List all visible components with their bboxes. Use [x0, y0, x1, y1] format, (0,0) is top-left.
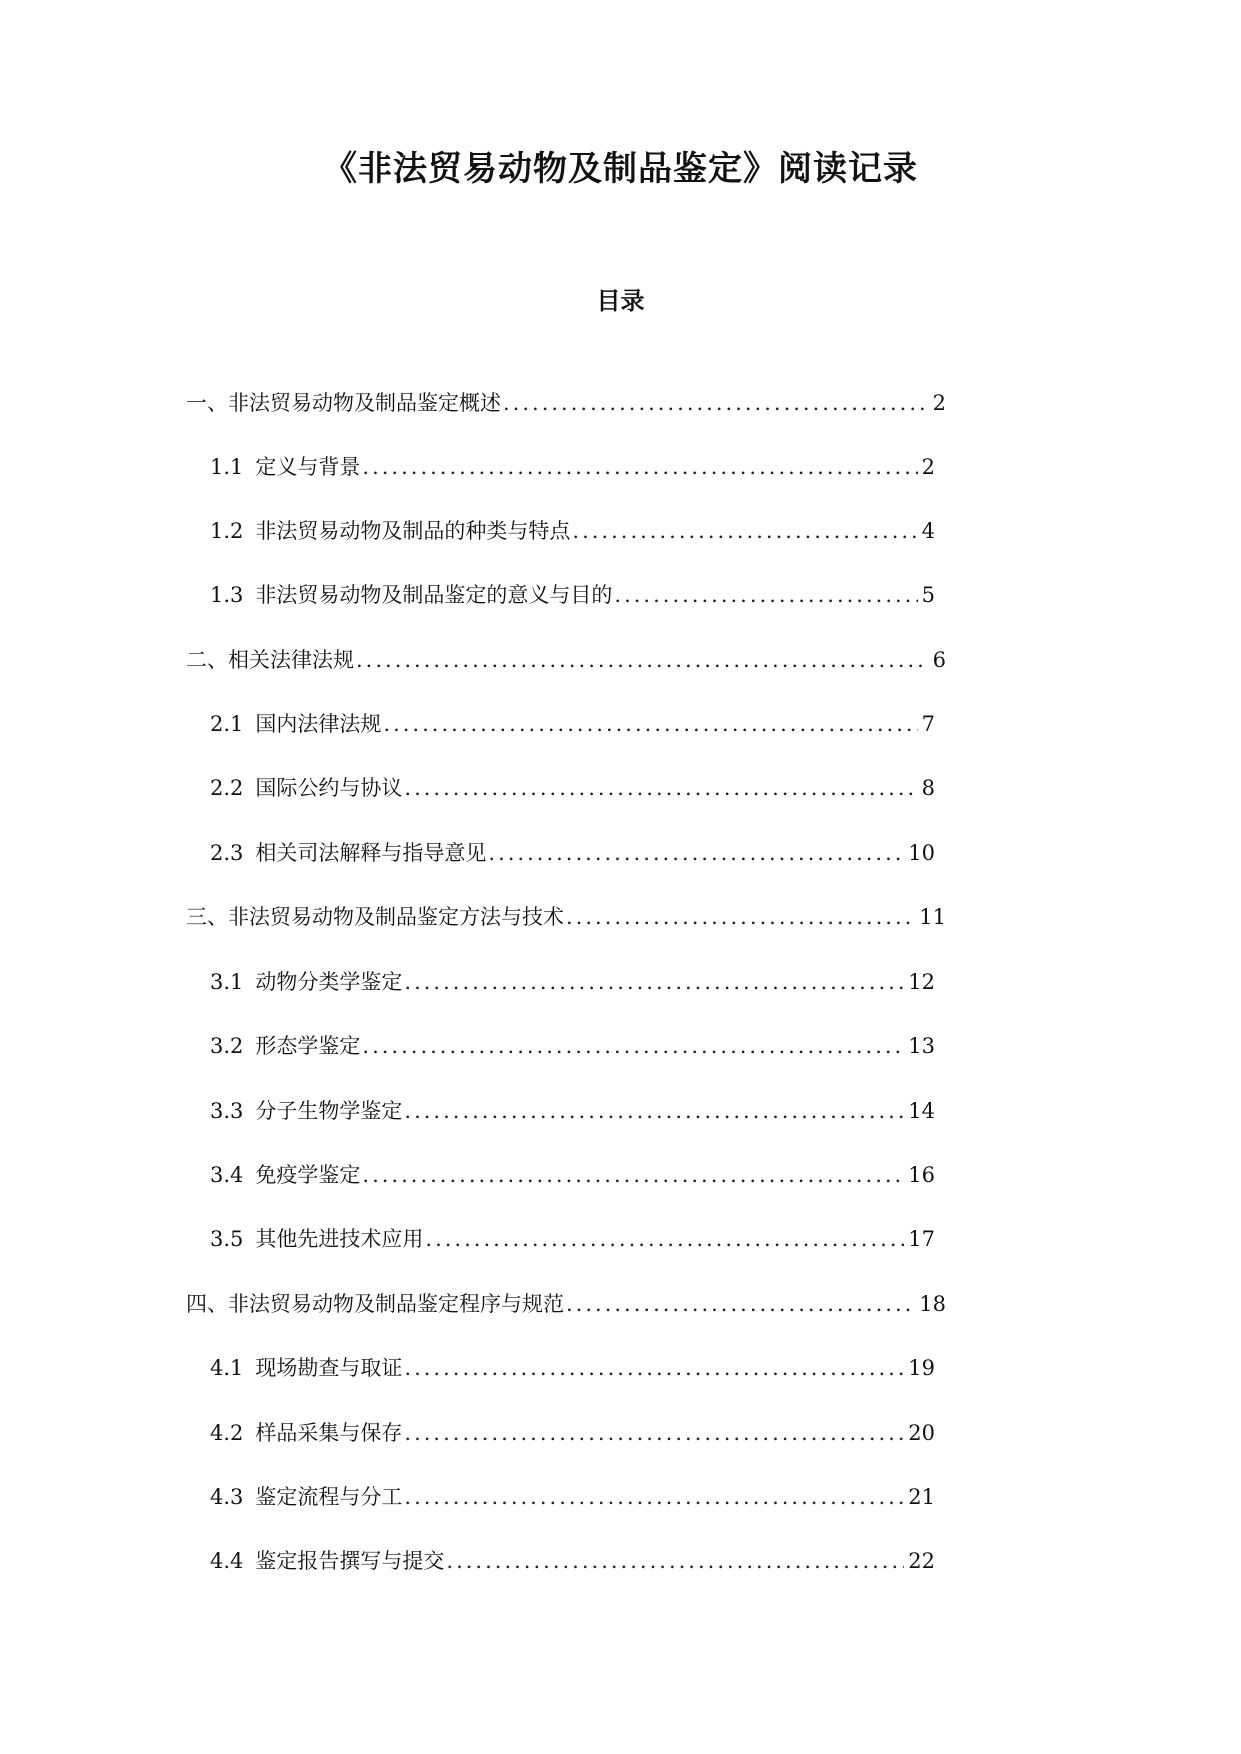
- toc-entry-number: 3.1: [210, 970, 244, 994]
- toc-entry-label: 定义与背景: [255, 455, 361, 479]
- toc-entry-number: 4.1: [210, 1356, 244, 1380]
- document-title: 《非法贸易动物及制品鉴定》阅读记录: [323, 149, 918, 189]
- toc-entry-label: 相关司法解释与指导意见: [255, 841, 487, 865]
- toc-entry-label: 鉴定报告撰写与提交: [255, 1549, 445, 1573]
- toc-entry[interactable]: [210, 1096, 935, 1126]
- toc-dot-leader: [404, 1353, 904, 1383]
- toc-entry-number: 2.2: [210, 776, 244, 800]
- toc-dot-leader: [446, 1546, 904, 1576]
- toc-entry-label: 非法贸易动物及制品鉴定的意义与目的: [255, 583, 613, 607]
- toc-dot-leader: [404, 1482, 904, 1512]
- toc-dot-leader: [566, 902, 915, 932]
- toc-entry-label: 国际公约与协议: [255, 776, 403, 800]
- toc-entry[interactable]: [210, 516, 935, 546]
- toc-entry-number: 4.4: [210, 1549, 244, 1573]
- toc-dot-leader: [572, 516, 917, 546]
- toc-entry-number: 3.2: [210, 1034, 244, 1058]
- toc-entry[interactable]: [210, 838, 935, 868]
- toc-entry-number: 四、: [186, 1292, 228, 1316]
- toc-entry-number: 2.3: [210, 841, 244, 865]
- toc-entry-label: 动物分类学鉴定: [255, 970, 403, 994]
- toc-dot-leader: [362, 1160, 904, 1190]
- toc-entry-page: 10: [908, 841, 935, 865]
- toc-entry-page: 19: [908, 1356, 935, 1380]
- toc-dot-leader: [488, 838, 904, 868]
- toc-entry-page: 21: [908, 1485, 935, 1509]
- toc-entry-page: 7: [921, 712, 935, 736]
- toc-entry-page: 6: [932, 648, 946, 672]
- toc-entry-number: 二、: [186, 648, 228, 672]
- toc-entry-page: 11: [919, 905, 946, 929]
- toc-entry-label: 鉴定流程与分工: [255, 1485, 403, 1509]
- toc-dot-leader: [404, 1096, 904, 1126]
- toc-entry[interactable]: [210, 452, 935, 482]
- toc-entry-page: 14: [908, 1099, 935, 1123]
- toc-entry-label: 非法贸易动物及制品鉴定概述: [228, 391, 501, 415]
- toc-entry-label: 非法贸易动物及制品鉴定方法与技术: [228, 905, 564, 929]
- toc-entry-number: 1.1: [210, 455, 244, 479]
- toc-dot-leader: [404, 773, 917, 803]
- toc-entry[interactable]: [186, 645, 946, 675]
- toc-entry-page: 12: [908, 970, 935, 994]
- toc-entry[interactable]: [210, 1224, 935, 1254]
- toc-entry-label: 非法贸易动物及制品的种类与特点: [255, 519, 571, 543]
- toc-dot-leader: [614, 580, 917, 610]
- toc-entry-number: 4.2: [210, 1421, 244, 1445]
- toc-entry-number: 4.3: [210, 1485, 244, 1509]
- toc-entry-number: 1.3: [210, 583, 244, 607]
- toc-entry[interactable]: [210, 1353, 935, 1383]
- toc-dot-leader: [356, 645, 929, 675]
- toc-entry-label: 其他先进技术应用: [255, 1227, 424, 1251]
- toc-entry[interactable]: [186, 902, 946, 932]
- toc-heading: 目录: [596, 287, 645, 315]
- toc-entry-number: 3.5: [210, 1227, 244, 1251]
- toc-entry-label: 分子生物学鉴定: [255, 1099, 403, 1123]
- toc-entry[interactable]: [210, 709, 935, 739]
- toc-dot-leader: [566, 1289, 915, 1319]
- toc-entry-page: 2: [932, 391, 946, 415]
- toc-entry[interactable]: [210, 1546, 935, 1576]
- toc-entry[interactable]: [210, 967, 935, 997]
- toc-entry-page: 5: [921, 583, 935, 607]
- toc-entry-number: 一、: [186, 391, 228, 415]
- toc-entry-page: 17: [908, 1227, 935, 1251]
- toc-entry[interactable]: [210, 1418, 935, 1448]
- toc-entry-number: 3.3: [210, 1099, 244, 1123]
- toc-dot-leader: [404, 1418, 904, 1448]
- toc-entry-label: 非法贸易动物及制品鉴定程序与规范: [228, 1292, 564, 1316]
- toc-entry[interactable]: [186, 1289, 946, 1319]
- toc-entry-page: 20: [908, 1421, 935, 1445]
- toc-entry-label: 现场勘查与取证: [255, 1356, 403, 1380]
- toc-entry-page: 22: [908, 1549, 935, 1573]
- toc-entry-page: 8: [921, 776, 935, 800]
- toc-entry[interactable]: [210, 1031, 935, 1061]
- toc-entry-label: 形态学鉴定: [255, 1034, 361, 1058]
- toc-entry-number: 1.2: [210, 519, 244, 543]
- toc-entry-page: 2: [921, 455, 935, 479]
- toc-dot-leader: [362, 1031, 904, 1061]
- toc-entry-label: 国内法律法规: [255, 712, 382, 736]
- toc-dot-leader: [503, 388, 929, 418]
- toc-entry-number: 3.4: [210, 1163, 244, 1187]
- toc-entry-label: 样品采集与保存: [255, 1421, 403, 1445]
- toc-dot-leader: [404, 967, 904, 997]
- toc-entry-number: 2.1: [210, 712, 244, 736]
- toc-dot-leader: [425, 1224, 904, 1254]
- toc-entry[interactable]: [186, 388, 946, 418]
- toc-entry[interactable]: [210, 1160, 935, 1190]
- toc-entry-page: 16: [908, 1163, 935, 1187]
- toc-dot-leader: [383, 709, 917, 739]
- toc-entry-number: 三、: [186, 905, 228, 929]
- toc-entry-page: 4: [921, 519, 935, 543]
- toc-entry-label: 相关法律法规: [228, 648, 354, 672]
- toc-entry-page: 13: [908, 1034, 935, 1058]
- toc-entry-page: 18: [919, 1292, 946, 1316]
- toc-entry[interactable]: [210, 580, 935, 610]
- toc-dot-leader: [362, 452, 917, 482]
- toc-entry-label: 免疫学鉴定: [255, 1163, 361, 1187]
- toc-entry[interactable]: [210, 1482, 935, 1512]
- toc-entry[interactable]: [210, 773, 935, 803]
